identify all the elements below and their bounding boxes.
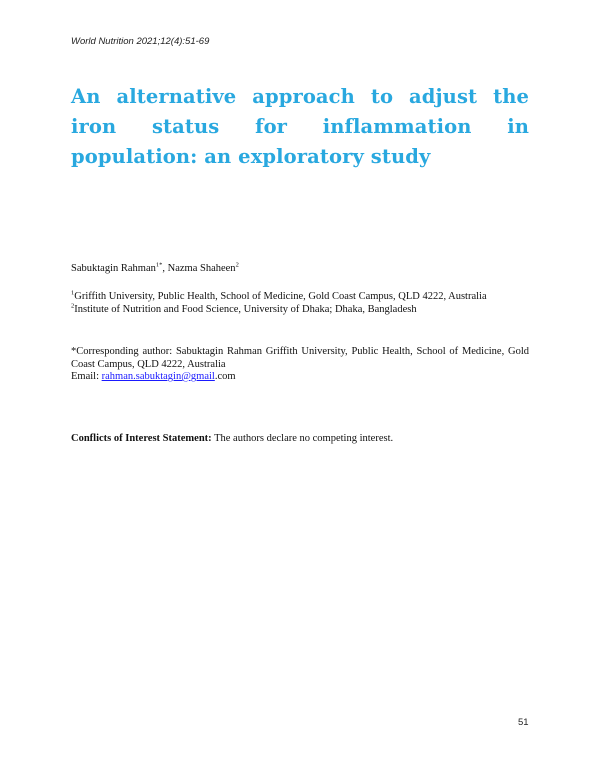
conflicts-label: Conflicts of Interest Statement: (71, 433, 212, 444)
affiliation-text: Griffith University, Public Health, School of Medicine, Gold Coast Campus, QLD 4222, Australia (74, 291, 487, 302)
email-label: Email: (71, 371, 102, 382)
affiliation-item (71, 291, 529, 304)
author-name: Sabuktagin Rahman (71, 263, 156, 274)
affiliation-item (71, 304, 529, 317)
affiliation-marker: 2 (71, 302, 75, 309)
author-list (71, 262, 239, 276)
page-number: 51 (518, 717, 529, 728)
author-affiliation-marker: 1* (155, 261, 163, 269)
affiliation-text: Institute of Nutrition and Food Science, University of Dhaka; Dhaka, Bangladesh (74, 303, 417, 315)
corresponding-author-text: *Corresponding author: Sabuktagin Rahman Griffith University, Public Health, School of Medicine, Gold Coast Campus, QLD 4222, Australia (71, 346, 529, 370)
email-suffix: .com (214, 371, 236, 382)
author-separator: , (162, 263, 168, 274)
affiliation-list (71, 291, 529, 316)
conflicts-statement (71, 432, 529, 445)
conflicts-text: The authors declare no competing interest. (211, 433, 394, 444)
author-name: Nazma Shaheen (167, 263, 236, 274)
email-line (71, 371, 529, 384)
article-title: An alternative approach to adjust the iron status for inflammation in population: an exploratory study (71, 85, 529, 168)
corresponding-author-block (71, 346, 529, 384)
author-affiliation-marker: 2 (235, 261, 239, 269)
journal-reference: World Nutrition 2021;12(4):51-69 (71, 36, 210, 47)
affiliation-marker: 1 (71, 289, 75, 297)
email-link[interactable]: rahman.sabuktagin@gmail (101, 371, 215, 382)
